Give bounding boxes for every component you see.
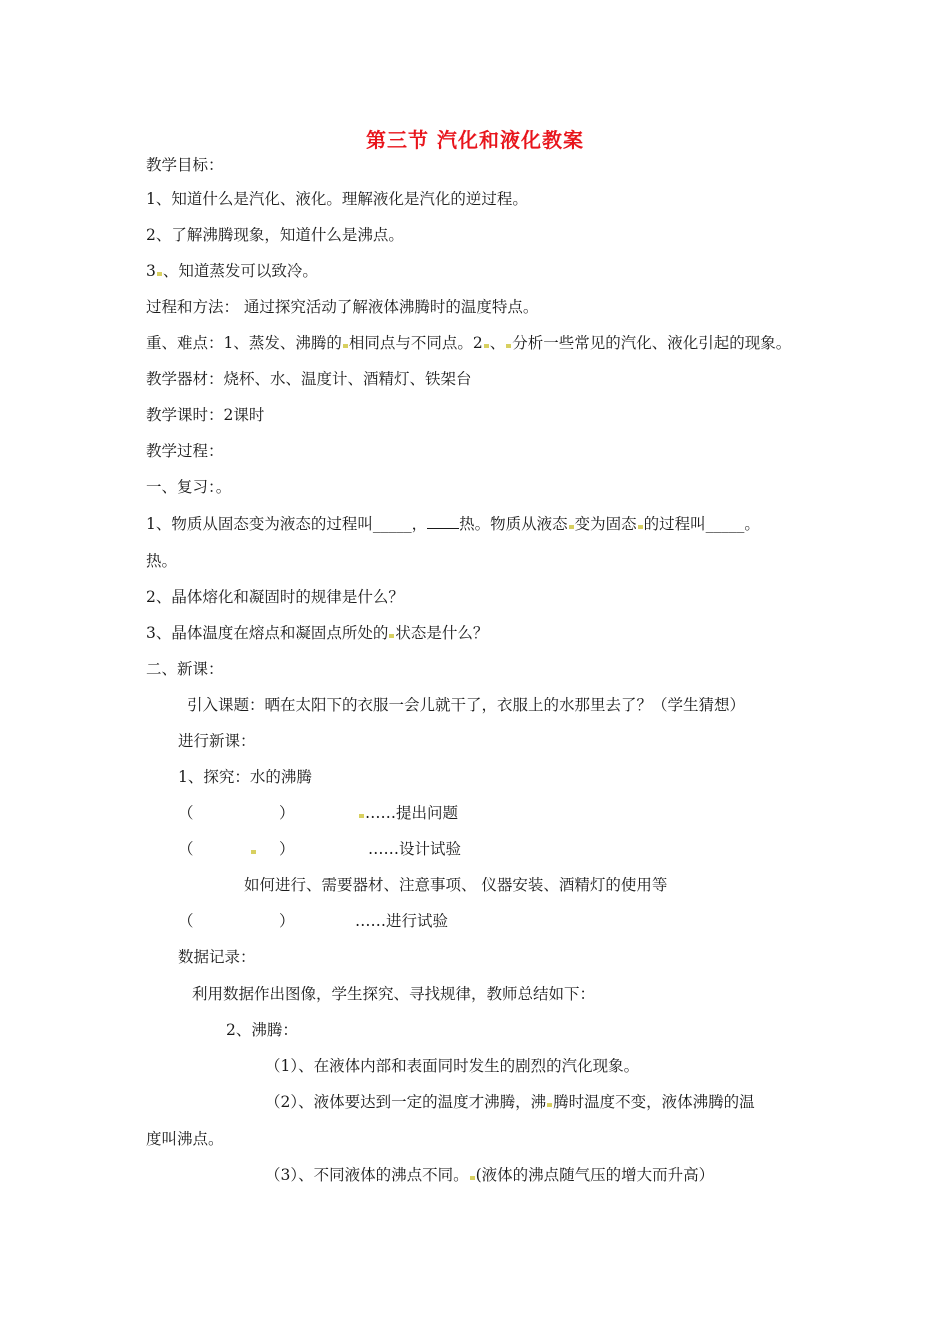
review-q1-part-a: 1、物质从固态变为液态的过程叫_____， [146, 515, 428, 533]
boiling-point-1: （1）、在液体内部和表面同时发生的剧烈的汽化现象。 [265, 1057, 640, 1075]
boiling-heading: 2、沸腾： [226, 1021, 298, 1039]
document-title: 第三节 汽化和液化教案 [366, 128, 584, 152]
review-question-3 [146, 623, 488, 643]
goal-3-number: 3 [146, 262, 156, 280]
goal-3-text: 、知道蒸发可以致冷。 [162, 262, 318, 280]
goal-2: 2、了解沸腾现象，知道什么是沸点。 [146, 226, 404, 244]
step-1-text: ……提出问题 [365, 804, 459, 822]
goals-heading: 教学目标： [146, 156, 224, 174]
step-3-label: ……进行试验 [355, 912, 449, 930]
step-3-open-paren: （ [178, 912, 194, 930]
goal-1: 1、知道什么是汽化、液化。理解液化是汽化的逆过程。 [146, 190, 528, 208]
step-3-close-paren: ） [279, 912, 295, 930]
boiling-point-2-part-b: 腾时温度不变，液体沸腾的温 [553, 1093, 755, 1111]
mark-icon [359, 814, 364, 818]
mark-icon [470, 1176, 475, 1180]
boiling-point-2-tail: 度叫沸点。 [146, 1130, 224, 1148]
step-1-close-paren: ） [279, 804, 295, 822]
review-question-1-tail: 热。 [146, 552, 178, 570]
boiling-point-2-part-a: （2）、液体要达到一定的温度才沸腾，沸 [265, 1093, 547, 1111]
boiling-point-3-part-b: (液体的沸点随气压的增大而升高） [475, 1166, 715, 1184]
step-1-label [358, 803, 458, 823]
key-points-part-d: 分析一些常见的汽化、液化引起的现象。 [512, 334, 792, 352]
process-heading: 教学过程： [146, 442, 224, 460]
step-2-open-paren: （ [178, 840, 194, 858]
key-points-part-b: 相同点与不同点。2 [348, 334, 483, 352]
boiling-point-3 [265, 1165, 714, 1185]
step-2-mark [250, 839, 257, 859]
step-1-open-paren: （ [178, 804, 194, 822]
equipment: 教学器材：烧杯、水、温度计、酒精灯、铁架台 [146, 370, 472, 388]
review-q1-part-c: 变为固态 [574, 515, 637, 533]
proceed-lesson: 进行新课： [178, 732, 256, 750]
review-q3-part-b: 状态是什么？ [395, 624, 489, 642]
explore-heading: 1、探究：水的沸腾 [178, 768, 312, 786]
step-2-close-paren: ） [279, 840, 295, 858]
class-hours: 教学课时：2课时 [146, 406, 265, 424]
design-detail: 如何进行、需要器材、注意事项、 仪器安装、酒精灯的使用等 [244, 876, 668, 894]
key-points-part-c: 、 [489, 334, 506, 352]
mark-icon [547, 1103, 552, 1107]
lesson-intro: 引入课题：晒在太阳下的衣服一会儿就干了，衣服上的水那里去了？（学生猜想） [187, 696, 746, 714]
mark-icon [251, 850, 256, 854]
mark-icon [343, 344, 348, 348]
review-q1-part-d: 的过程叫_____。 [643, 515, 760, 533]
mark-icon [569, 525, 574, 529]
key-points-part-a: 重、难点：1、蒸发、沸腾的 [146, 334, 342, 352]
mark-icon [157, 272, 162, 276]
new-lesson-heading: 二、新课： [146, 660, 224, 678]
mark-icon [389, 634, 394, 638]
data-record: 数据记录： [178, 948, 256, 966]
goal-3 [146, 261, 318, 281]
mark-icon [638, 525, 643, 529]
boiling-point-2 [265, 1092, 755, 1112]
boiling-point-3-part-a: （3）、不同液体的沸点不同。 [265, 1166, 469, 1184]
key-points [146, 333, 791, 353]
step-2-label: ……设计试验 [368, 840, 462, 858]
process-method: 过程和方法： 通过探究活动了解液体沸腾时的温度特点。 [146, 298, 539, 316]
review-question-1 [146, 513, 760, 534]
answer-blank [427, 513, 459, 529]
mark-icon [484, 344, 489, 348]
review-q3-part-a: 3、晶体温度在熔点和凝固点所处的 [146, 624, 389, 642]
mark-icon [506, 344, 511, 348]
review-question-2: 2、晶体熔化和凝固时的规律是什么？ [146, 588, 404, 606]
review-q1-part-b: 热。物质从液态 [459, 515, 568, 533]
review-heading: 一、复习：。 [146, 478, 232, 496]
summary: 利用数据作出图像，学生探究、寻找规律，教师总结如下： [192, 985, 596, 1003]
